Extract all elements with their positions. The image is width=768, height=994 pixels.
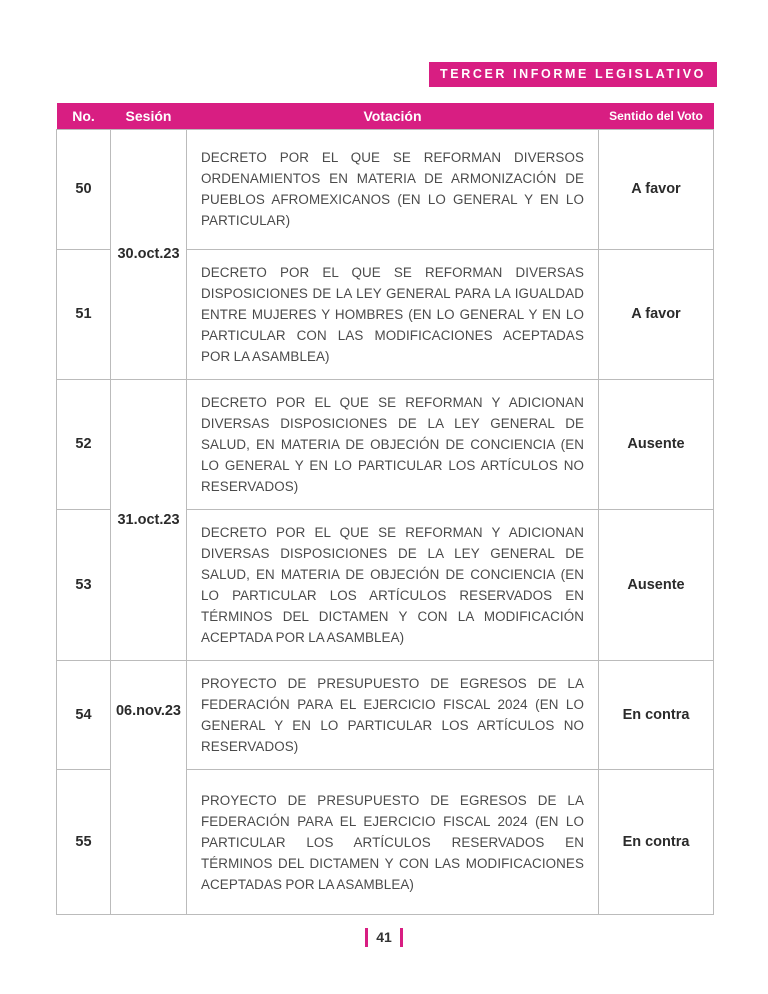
column-header-votacion: Votación [187, 103, 599, 129]
table-header-row [57, 103, 714, 129]
votacion-text: DECRETO POR EL QUE SE REFORMAN DIVERSOS ORDENAMIENTOS EN MATERIA DE ARMONIZACIÓN DE PUEBLOS AFROMEXICANOS (EN LO GENERAL Y EN LO PARTICULAR) [187, 129, 599, 249]
column-header-no: No. [57, 103, 111, 129]
column-header-sesion: Sesión [111, 103, 187, 129]
page-number: 41 [376, 929, 392, 945]
session-date: 06.nov.23 [111, 661, 187, 915]
page-number-left-bar [365, 928, 368, 947]
row-number: 55 [57, 770, 111, 915]
row-number: 51 [57, 249, 111, 379]
vote-direction: Ausente [599, 509, 714, 660]
votacion-text: PROYECTO DE PRESUPUESTO DE EGRESOS DE LA FEDERACIÓN PARA EL EJERCICIO FISCAL 2024 (EN LO PARTICULAR LOS ARTÍCULOS RESERVADOS EN TÉRMINOS DEL DICTAMEN Y CON LAS MODIFICACIONES ACEPTADAS POR LA ASAMBLEA) [187, 770, 599, 915]
vote-direction: En contra [599, 770, 714, 915]
row-number: 52 [57, 379, 111, 509]
row-number: 54 [57, 661, 111, 770]
row-number: 53 [57, 509, 111, 660]
votacion-text: PROYECTO DE PRESUPUESTO DE EGRESOS DE LA FEDERACIÓN PARA EL EJERCICIO FISCAL 2024 (EN LO GENERAL Y EN LO PARTICULAR LOS ARTÍCULOS NO RESERVADOS) [187, 661, 599, 770]
table-row [57, 379, 714, 509]
vote-direction: A favor [599, 249, 714, 379]
report-banner: TERCER INFORME LEGISLATIVO [429, 62, 717, 87]
vote-direction: Ausente [599, 379, 714, 509]
row-number: 50 [57, 129, 111, 249]
votacion-text: DECRETO POR EL QUE SE REFORMAN Y ADICIONAN DIVERSAS DISPOSICIONES DE LA LEY GENERAL DE SALUD, EN MATERIA DE OBJECIÓN DE CONCIENCIA (EN LO GENERAL Y EN LO PARTICULAR LOS ARTÍCULOS NO RESERVADOS) [187, 379, 599, 509]
votacion-text: DECRETO POR EL QUE SE REFORMAN Y ADICIONAN DIVERSAS DISPOSICIONES DE LA LEY GENERAL DE SALUD, EN MATERIA DE OBJECIÓN DE CONCIENCIA (EN LO PARTICULAR LOS ARTÍCULOS RESERVADOS EN TÉRMINOS DEL DICTAMEN Y CON LA MODIFICACIÓN ACEPTADA POR LA ASAMBLEA) [187, 509, 599, 660]
session-date: 30.oct.23 [111, 129, 187, 379]
vote-direction: En contra [599, 661, 714, 770]
page-footer [0, 926, 768, 948]
table-row [57, 129, 714, 249]
votes-table [56, 103, 714, 915]
vote-direction: A favor [599, 129, 714, 249]
session-date: 31.oct.23 [111, 379, 187, 661]
page-number-right-bar [400, 928, 403, 947]
votacion-text: DECRETO POR EL QUE SE REFORMAN DIVERSAS DISPOSICIONES DE LA LEY GENERAL PARA LA IGUALDAD ENTRE MUJERES Y HOMBRES (EN LO GENERAL Y EN LO PARTICULAR CON LAS MODIFICACIONES ACEPTADAS POR LA ASAMBLEA) [187, 249, 599, 379]
column-header-sentido-del-voto: Sentido del Voto [599, 103, 714, 129]
table-row [57, 661, 714, 770]
